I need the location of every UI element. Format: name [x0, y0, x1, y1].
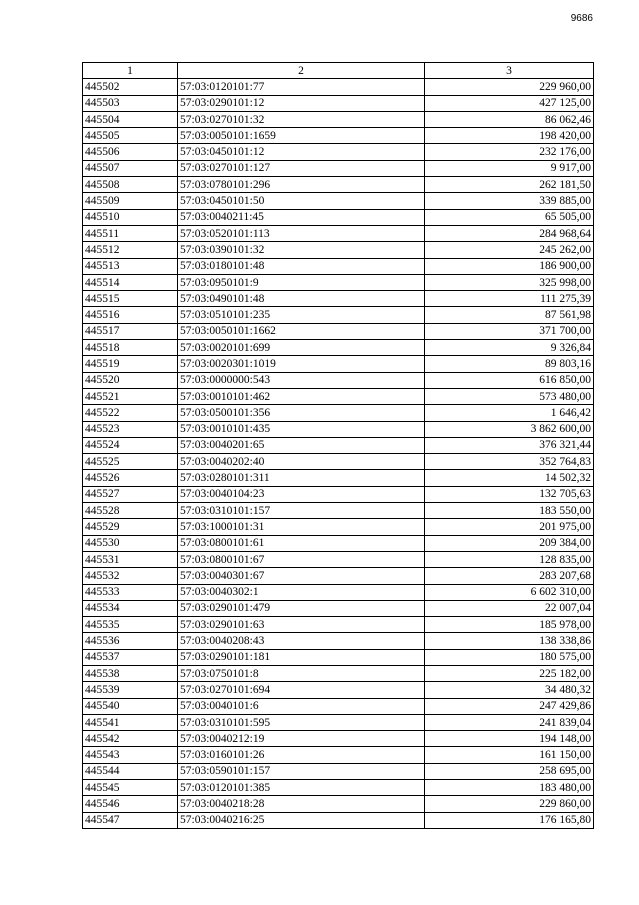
cell-cadastral-number: 57:03:0310101:595: [178, 714, 425, 730]
cell-value: 185 978,00: [425, 617, 594, 633]
cell-cadastral-number: 57:03:0020301:1019: [178, 356, 425, 372]
table-row: [83, 503, 594, 519]
table-row: [83, 356, 594, 372]
table-row: [83, 698, 594, 714]
header-row: [83, 63, 594, 79]
cell-cadastral-number: 57:03:0520101:113: [178, 225, 425, 241]
cell-value: 325 998,00: [425, 274, 594, 290]
cell-number: 445537: [83, 649, 178, 665]
cell-cadastral-number: 57:03:0010101:462: [178, 388, 425, 404]
cell-number: 445520: [83, 372, 178, 388]
cell-value: 247 429,86: [425, 698, 594, 714]
cell-number: 445515: [83, 291, 178, 307]
cell-number: 445527: [83, 486, 178, 502]
cell-number: 445506: [83, 144, 178, 160]
cell-number: 445509: [83, 193, 178, 209]
cell-cadastral-number: 57:03:0590101:157: [178, 763, 425, 779]
table-row: [83, 796, 594, 812]
cell-cadastral-number: 57:03:0290101:12: [178, 95, 425, 111]
cell-number: 445519: [83, 356, 178, 372]
table-row: [83, 160, 594, 176]
cell-value: 376 321,44: [425, 437, 594, 453]
cell-value: 258 695,00: [425, 763, 594, 779]
table-row: [83, 258, 594, 274]
cell-number: 445543: [83, 747, 178, 763]
cell-cadastral-number: 57:03:0120101:385: [178, 780, 425, 796]
cell-cadastral-number: 57:03:0800101:67: [178, 551, 425, 567]
cell-cadastral-number: 57:03:0040302:1: [178, 584, 425, 600]
cell-value: 352 764,83: [425, 454, 594, 470]
cell-cadastral-number: 57:03:0040212:19: [178, 731, 425, 747]
cell-cadastral-number: 57:03:0290101:479: [178, 600, 425, 616]
table-row: [83, 242, 594, 258]
cell-value: 573 480,00: [425, 388, 594, 404]
cell-number: 445524: [83, 437, 178, 453]
cell-cadastral-number: 57:03:1000101:31: [178, 519, 425, 535]
cell-value: 194 148,00: [425, 731, 594, 747]
cell-value: 22 007,04: [425, 600, 594, 616]
cell-value: 201 975,00: [425, 519, 594, 535]
table-row: [83, 177, 594, 193]
cell-value: 225 182,00: [425, 665, 594, 681]
cell-cadastral-number: 57:03:0510101:235: [178, 307, 425, 323]
cell-cadastral-number: 57:03:0270101:32: [178, 111, 425, 127]
cell-number: 445507: [83, 160, 178, 176]
register-table: [82, 62, 594, 829]
cell-number: 445514: [83, 274, 178, 290]
cell-cadastral-number: 57:03:0010101:435: [178, 421, 425, 437]
table-row: [83, 437, 594, 453]
cell-value: 138 338,86: [425, 633, 594, 649]
cell-number: 445536: [83, 633, 178, 649]
cell-value: 1 646,42: [425, 405, 594, 421]
cell-cadastral-number: 57:03:0450101:50: [178, 193, 425, 209]
table-row: [83, 388, 594, 404]
cell-value: 241 839,04: [425, 714, 594, 730]
table-row: [83, 128, 594, 144]
cell-value: 262 181,50: [425, 177, 594, 193]
cell-cadastral-number: 57:03:0280101:311: [178, 470, 425, 486]
cell-number: 445503: [83, 95, 178, 111]
cell-value: 176 165,80: [425, 812, 594, 828]
cell-number: 445530: [83, 535, 178, 551]
cell-value: 232 176,00: [425, 144, 594, 160]
cell-number: 445504: [83, 111, 178, 127]
cell-cadastral-number: 57:03:0040208:43: [178, 633, 425, 649]
cell-cadastral-number: 57:03:0040216:25: [178, 812, 425, 828]
cell-value: 245 262,00: [425, 242, 594, 258]
cell-cadastral-number: 57:03:0160101:26: [178, 747, 425, 763]
cell-value: 229 860,00: [425, 796, 594, 812]
cell-cadastral-number: 57:03:0020101:699: [178, 340, 425, 356]
cell-cadastral-number: 57:03:0180101:48: [178, 258, 425, 274]
cell-cadastral-number: 57:03:0290101:181: [178, 649, 425, 665]
cell-value: 371 700,00: [425, 323, 594, 339]
cell-value: 87 561,98: [425, 307, 594, 323]
cell-number: 445541: [83, 714, 178, 730]
cell-number: 445538: [83, 665, 178, 681]
cell-number: 445540: [83, 698, 178, 714]
cell-number: 445544: [83, 763, 178, 779]
table-row: [83, 95, 594, 111]
page-number: 9686: [570, 13, 593, 24]
table-row: [83, 291, 594, 307]
cell-cadastral-number: 57:03:0040104:23: [178, 486, 425, 502]
cell-cadastral-number: 57:03:0040101:6: [178, 698, 425, 714]
table-row: [83, 633, 594, 649]
cell-value: 180 575,00: [425, 649, 594, 665]
cell-value: 3 862 600,00: [425, 421, 594, 437]
cell-value: 128 835,00: [425, 551, 594, 567]
cell-value: 89 803,16: [425, 356, 594, 372]
table-row: [83, 535, 594, 551]
table-row: [83, 274, 594, 290]
cell-value: 186 900,00: [425, 258, 594, 274]
cell-cadastral-number: 57:03:0310101:157: [178, 503, 425, 519]
cell-value: 111 275,39: [425, 291, 594, 307]
table-row: [83, 584, 594, 600]
cell-number: 445523: [83, 421, 178, 437]
cell-cadastral-number: 57:03:0780101:296: [178, 177, 425, 193]
cell-number: 445542: [83, 731, 178, 747]
table-row: [83, 780, 594, 796]
cell-cadastral-number: 57:03:0040218:28: [178, 796, 425, 812]
table-body: [83, 79, 594, 829]
column-header-2: 2: [178, 63, 425, 79]
cell-value: 183 550,00: [425, 503, 594, 519]
cell-value: 86 062,46: [425, 111, 594, 127]
table-row: [83, 617, 594, 633]
table-row: [83, 225, 594, 241]
cell-number: 445511: [83, 225, 178, 241]
cell-number: 445525: [83, 454, 178, 470]
cell-value: 209 384,00: [425, 535, 594, 551]
cell-number: 445534: [83, 600, 178, 616]
cell-number: 445547: [83, 812, 178, 828]
table-row: [83, 144, 594, 160]
table-row: [83, 323, 594, 339]
cell-cadastral-number: 57:03:0040201:65: [178, 437, 425, 453]
cell-number: 445512: [83, 242, 178, 258]
cell-number: 445505: [83, 128, 178, 144]
table-row: [83, 747, 594, 763]
table-row: [83, 812, 594, 828]
cell-value: 65 505,00: [425, 209, 594, 225]
cell-number: 445521: [83, 388, 178, 404]
table-row: [83, 519, 594, 535]
cell-cadastral-number: 57:03:0000000:543: [178, 372, 425, 388]
table-row: [83, 486, 594, 502]
table-row: [83, 79, 594, 95]
cell-cadastral-number: 57:03:0040301:67: [178, 568, 425, 584]
table-row: [83, 405, 594, 421]
table-row: [83, 682, 594, 698]
cell-number: 445545: [83, 780, 178, 796]
table-row: [83, 421, 594, 437]
cell-value: 132 705,63: [425, 486, 594, 502]
cell-value: 284 968,64: [425, 225, 594, 241]
cell-number: 445502: [83, 79, 178, 95]
cell-value: 427 125,00: [425, 95, 594, 111]
cell-cadastral-number: 57:03:0120101:77: [178, 79, 425, 95]
cell-value: 616 850,00: [425, 372, 594, 388]
cell-number: 445513: [83, 258, 178, 274]
cell-cadastral-number: 57:03:0450101:12: [178, 144, 425, 160]
table-row: [83, 193, 594, 209]
table-row: [83, 209, 594, 225]
cell-number: 445526: [83, 470, 178, 486]
table-row: [83, 307, 594, 323]
cell-cadastral-number: 57:03:0270101:694: [178, 682, 425, 698]
cell-cadastral-number: 57:03:0950101:9: [178, 274, 425, 290]
table-row: [83, 600, 594, 616]
cell-value: 229 960,00: [425, 79, 594, 95]
cell-value: 183 480,00: [425, 780, 594, 796]
cell-cadastral-number: 57:03:0050101:1659: [178, 128, 425, 144]
cell-number: 445522: [83, 405, 178, 421]
table-row: [83, 111, 594, 127]
cell-number: 445517: [83, 323, 178, 339]
cell-cadastral-number: 57:03:0500101:356: [178, 405, 425, 421]
table-row: [83, 551, 594, 567]
cell-number: 445529: [83, 519, 178, 535]
cell-value: 14 502,32: [425, 470, 594, 486]
cell-cadastral-number: 57:03:0800101:61: [178, 535, 425, 551]
cell-number: 445533: [83, 584, 178, 600]
cell-value: 198 420,00: [425, 128, 594, 144]
column-header-1: 1: [83, 63, 178, 79]
table-row: [83, 454, 594, 470]
cell-value: 9 917,00: [425, 160, 594, 176]
table-row: [83, 763, 594, 779]
table-row: [83, 568, 594, 584]
table-row: [83, 340, 594, 356]
table-row: [83, 731, 594, 747]
column-header-3: 3: [425, 63, 594, 79]
table-row: [83, 714, 594, 730]
cell-number: 445539: [83, 682, 178, 698]
table-row: [83, 470, 594, 486]
cell-cadastral-number: 57:03:0040211:45: [178, 209, 425, 225]
cell-value: 9 326,84: [425, 340, 594, 356]
cell-cadastral-number: 57:03:0390101:32: [178, 242, 425, 258]
cell-cadastral-number: 57:03:0490101:48: [178, 291, 425, 307]
cell-cadastral-number: 57:03:0040202:40: [178, 454, 425, 470]
table-row: [83, 372, 594, 388]
table-row: [83, 665, 594, 681]
cell-value: 339 885,00: [425, 193, 594, 209]
cell-number: 445528: [83, 503, 178, 519]
cell-cadastral-number: 57:03:0290101:63: [178, 617, 425, 633]
table-row: [83, 649, 594, 665]
cell-value: 6 602 310,00: [425, 584, 594, 600]
cell-number: 445535: [83, 617, 178, 633]
cell-number: 445510: [83, 209, 178, 225]
cell-number: 445518: [83, 340, 178, 356]
cell-cadastral-number: 57:03:0750101:8: [178, 665, 425, 681]
cell-number: 445532: [83, 568, 178, 584]
cell-cadastral-number: 57:03:0050101:1662: [178, 323, 425, 339]
cell-number: 445546: [83, 796, 178, 812]
cell-value: 161 150,00: [425, 747, 594, 763]
cell-number: 445516: [83, 307, 178, 323]
cell-number: 445508: [83, 177, 178, 193]
cell-number: 445531: [83, 551, 178, 567]
cell-value: 34 480,32: [425, 682, 594, 698]
cell-value: 283 207,68: [425, 568, 594, 584]
cell-cadastral-number: 57:03:0270101:127: [178, 160, 425, 176]
